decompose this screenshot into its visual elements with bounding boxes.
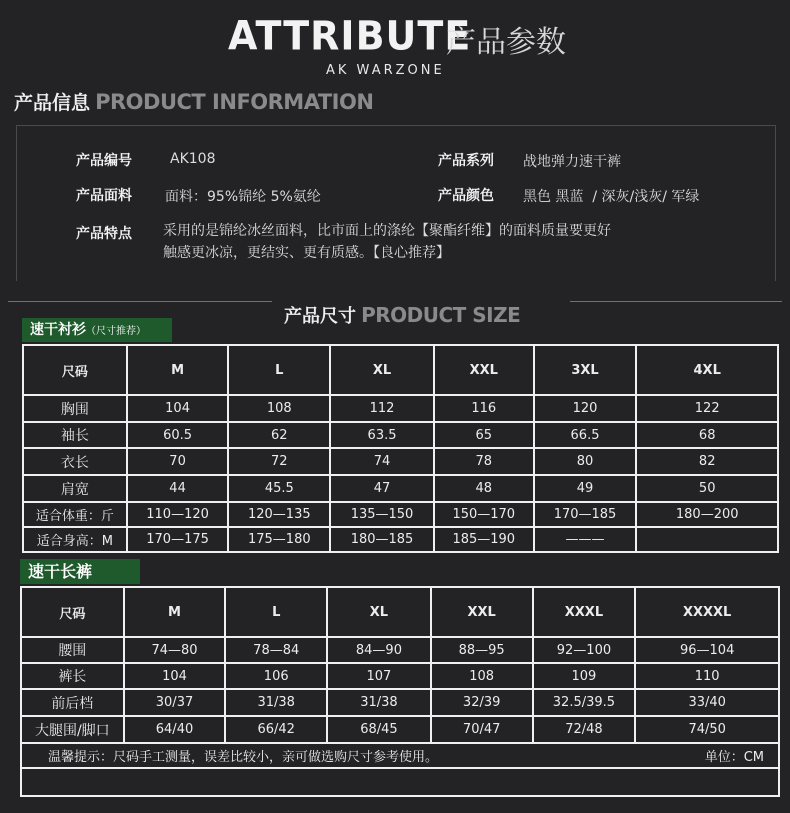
- size-unit: 单位：CM: [704, 750, 764, 765]
- shirt-cell: 180—200: [636, 502, 778, 527]
- shirt-cell: 65: [434, 422, 534, 448]
- shirt-cell: 150—170: [434, 502, 534, 527]
- header-subtitle: AK WARZONE: [326, 63, 445, 78]
- pants-cell: 84—90: [327, 637, 431, 663]
- pants-header-cell: XXL: [431, 587, 533, 637]
- pants-row-label: 裤长: [21, 663, 124, 689]
- shirt-cell: 68: [636, 422, 778, 448]
- table-row: [23, 448, 778, 475]
- pants-cell: 72/48: [533, 716, 636, 743]
- pants-header-cell: 尺码: [21, 587, 124, 637]
- shirt-cell: 63.5: [330, 422, 434, 448]
- series-value: 战地弹力速干裤: [523, 154, 621, 170]
- shirt-row-label: 肩宽: [23, 475, 127, 502]
- table-row: [23, 395, 778, 422]
- blank-row: [21, 768, 779, 796]
- shirt-cell: 110—120: [127, 502, 229, 527]
- pants-cell: 109: [533, 663, 636, 689]
- shirt-cell: 116: [434, 395, 534, 422]
- table-row: [21, 637, 779, 663]
- size-note: 温馨提示：尺码手工测量，误差比较小，亲可做选购尺寸参考使用。: [48, 750, 439, 765]
- table-row: [21, 689, 779, 716]
- pants-cell: 31/38: [225, 689, 327, 716]
- shirt-cell: 170—185: [534, 502, 637, 527]
- shirt-header-cell: M: [127, 345, 229, 395]
- shirt-tag-title: 速干衬衫: [30, 322, 86, 338]
- shirt-cell: 108: [228, 395, 330, 422]
- shirt-tag-note: （尺寸推荐）: [86, 326, 146, 337]
- pants-row-label: 大腿围/脚口: [21, 716, 124, 743]
- product-size-heading-en: PRODUCT SIZE: [361, 303, 521, 327]
- shirt-table-tag: [22, 318, 172, 342]
- shirt-cell: 120: [534, 395, 637, 422]
- shirt-cell: 170—175: [127, 527, 229, 552]
- pants-header-row: [21, 587, 779, 637]
- shirt-row-label: 袖长: [23, 422, 127, 448]
- table-row: [23, 502, 778, 527]
- product-info-heading-en: PRODUCT INFORMATION: [95, 90, 374, 114]
- code-label: 产品编号: [76, 153, 132, 169]
- shirt-cell: 48: [434, 475, 534, 502]
- shirt-cell: 122: [636, 395, 778, 422]
- pants-cell: 104: [124, 663, 226, 689]
- pants-cell: 110: [635, 663, 779, 689]
- shirt-cell: 47: [330, 475, 434, 502]
- shirt-header-cell: L: [228, 345, 330, 395]
- table-row: [23, 475, 778, 502]
- pants-cell: 32.5/39.5: [533, 689, 636, 716]
- product-info-heading: [14, 88, 373, 115]
- pants-cell: 92—100: [533, 637, 636, 663]
- shirt-row-label: 适合身高：M: [23, 527, 127, 552]
- size-divider-right: [570, 301, 782, 302]
- pants-cell: 64/40: [124, 716, 226, 743]
- shirt-cell: 180—185: [330, 527, 434, 552]
- shirt-cell: 78: [434, 448, 534, 475]
- pants-row-label: 腰围: [21, 637, 124, 663]
- feature-line-1: 采用的是锦纶冰丝面料，比市面上的涤纶【聚酯纤维】的面料质量要更好: [163, 223, 611, 239]
- shirt-cell: 120—135: [228, 502, 330, 527]
- pants-tag-title: 速干长裤: [28, 562, 93, 581]
- shirt-cell: 80: [534, 448, 637, 475]
- pants-header-cell: L: [225, 587, 327, 637]
- pants-cell: 70/47: [431, 716, 533, 743]
- shirt-header-cell: 4XL: [636, 345, 778, 395]
- pants-cell: 74—80: [124, 637, 226, 663]
- size-divider-left: [8, 301, 272, 302]
- table-row: [21, 716, 779, 743]
- series-label: 产品系列: [438, 153, 494, 169]
- pants-cell: 33/40: [635, 689, 779, 716]
- shirt-cell: 112: [330, 395, 434, 422]
- pants-header-cell: M: [124, 587, 226, 637]
- note-row: [21, 743, 779, 768]
- table-row: [21, 663, 779, 689]
- table-row: [23, 422, 778, 448]
- shirt-cell: 72: [228, 448, 330, 475]
- shirt-cell: 135—150: [330, 502, 434, 527]
- product-size-heading: [284, 302, 520, 328]
- shirt-header-cell: 尺码: [23, 345, 127, 395]
- page-header: [0, 0, 790, 90]
- shirt-cell: 62: [228, 422, 330, 448]
- pants-size-table: [20, 586, 780, 797]
- pants-cell: 30/37: [124, 689, 226, 716]
- shirt-cell: ———: [534, 527, 637, 552]
- shirt-cell: 44: [127, 475, 229, 502]
- product-size-heading-cn: 产品尺寸: [284, 306, 356, 327]
- shirt-cell: 104: [127, 395, 229, 422]
- feature-line-2: 触感更冰凉，更结实、更有质感。【良心推荐】: [163, 245, 450, 261]
- shirt-cell: 50: [636, 475, 778, 502]
- pants-cell: 88—95: [431, 637, 533, 663]
- pants-header-cell: XXXXL: [635, 587, 779, 637]
- pants-cell: 68/45: [327, 716, 431, 743]
- shirt-cell: 74: [330, 448, 434, 475]
- header-title-cn: 产品参数: [446, 25, 566, 60]
- shirt-cell: 66.5: [534, 422, 637, 448]
- shirt-header-cell: XL: [330, 345, 434, 395]
- shirt-cell: 70: [127, 448, 229, 475]
- fabric-label: 产品面料: [76, 188, 132, 204]
- shirt-row-label: 胸围: [23, 395, 127, 422]
- shirt-cell: 82: [636, 448, 778, 475]
- header-title-en: ATTRIBUTE: [228, 12, 472, 60]
- pants-cell: 74/50: [635, 716, 779, 743]
- pants-cell: 107: [327, 663, 431, 689]
- pants-cell: 78—84: [225, 637, 327, 663]
- code-value: AK108: [170, 151, 216, 167]
- color-label: 产品颜色: [438, 188, 494, 204]
- shirt-header-cell: 3XL: [534, 345, 637, 395]
- feature-label: 产品特点: [76, 226, 132, 242]
- pants-cell: 96—104: [635, 637, 779, 663]
- pants-cell: 32/39: [431, 689, 533, 716]
- table-row: [23, 527, 778, 552]
- size-note-cell: [21, 743, 779, 768]
- pants-cell: 31/38: [327, 689, 431, 716]
- shirt-cell: 45.5: [228, 475, 330, 502]
- shirt-header-cell: XXL: [434, 345, 534, 395]
- shirt-cell: 175—180: [228, 527, 330, 552]
- shirt-cell: [636, 527, 778, 552]
- pants-cell: 66/42: [225, 716, 327, 743]
- shirt-row-label: 适合体重：斤: [23, 502, 127, 527]
- pants-header-cell: XXXL: [533, 587, 636, 637]
- shirt-cell: 60.5: [127, 422, 229, 448]
- pants-cell: 106: [225, 663, 327, 689]
- pants-table-tag: [20, 559, 140, 584]
- shirt-size-table: [22, 344, 779, 553]
- fabric-value: 面料：95%锦纶 5%氨纶: [165, 189, 321, 205]
- pants-header-cell: XL: [327, 587, 431, 637]
- shirt-row-label: 衣长: [23, 448, 127, 475]
- color-value: 黑色 黑蓝 / 深灰/浅灰/ 军绿: [523, 189, 700, 205]
- pants-row-label: 前后档: [21, 689, 124, 716]
- shirt-header-row: [23, 345, 778, 395]
- shirt-cell: 49: [534, 475, 637, 502]
- blank-cell: [21, 768, 779, 796]
- product-info-heading-cn: 产品信息: [14, 92, 91, 114]
- shirt-cell: 185—190: [434, 527, 534, 552]
- pants-cell: 108: [431, 663, 533, 689]
